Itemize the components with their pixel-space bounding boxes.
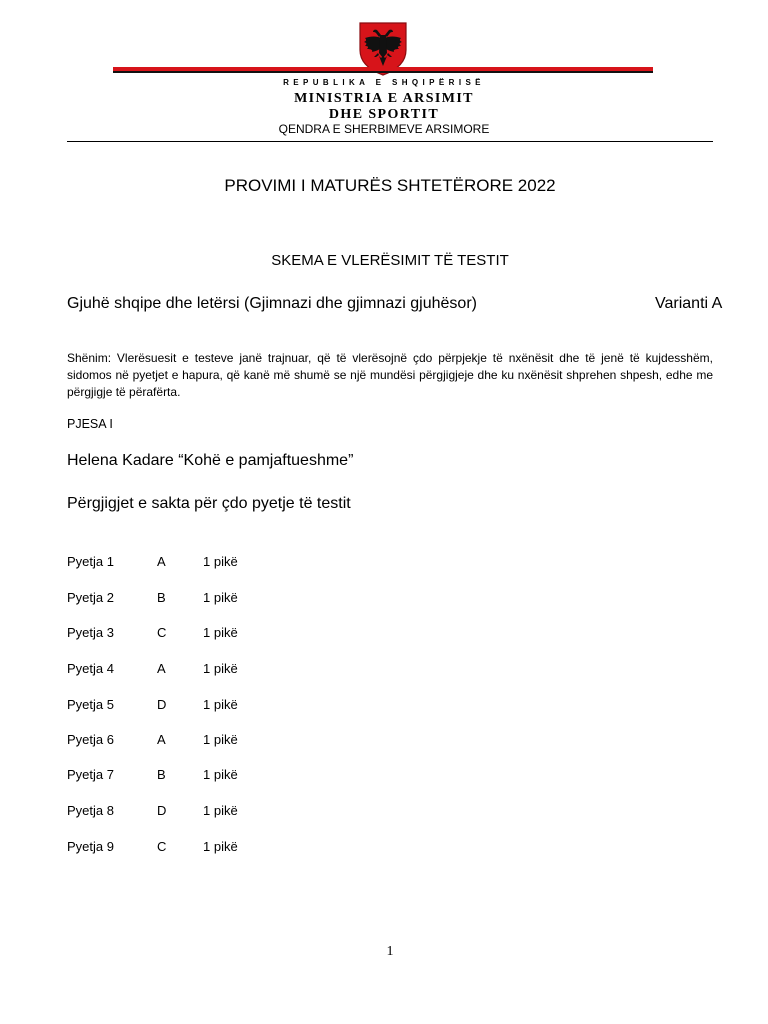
ministry-name-line1: MINISTRIA E ARSIMIT — [294, 91, 474, 106]
question-label: Pyetja 3 — [67, 625, 114, 640]
answer-letter: B — [157, 767, 166, 782]
points-value: 1 pikë — [203, 767, 238, 782]
points-value: 1 pikë — [203, 697, 238, 712]
evaluator-note: Shënim: Vlerësuesit e testeve janë trajnuar, që të vlerësojnë çdo përpjekje të nxënësit dhe të jenë të kujdesshëm, sidomos në pyetjet e hapura, që kanë më shumë se një mundësi përgjigjeje dhe ku nxënësit shprehen shpesh, edhe me përgjigje të përafërta. — [67, 351, 713, 399]
points-value: 1 pikë — [203, 839, 238, 854]
answer-letter: D — [157, 697, 167, 712]
republic-heading: REPUBLIKA E SHQIPËRISË — [283, 78, 485, 87]
header-black-band — [113, 71, 653, 73]
answer-letter: A — [157, 554, 166, 569]
answer-letter: B — [157, 590, 166, 605]
question-label: Pyetja 7 — [67, 767, 114, 782]
subject-label: Gjuhë shqipe dhe letërsi (Gjimnazi dhe gjimnazi gjuhësor) — [67, 295, 477, 312]
question-label: Pyetja 6 — [67, 732, 114, 747]
scheme-title: SKEMA E VLERËSIMIT TË TESTIT — [271, 252, 509, 269]
question-label: Pyetja 8 — [67, 803, 114, 818]
question-label: Pyetja 5 — [67, 697, 114, 712]
answer-letter: A — [157, 661, 166, 676]
points-value: 1 pikë — [203, 625, 238, 640]
literary-work-title: Helena Kadare “Kohë e pamjaftueshme” — [67, 452, 354, 469]
exam-title: PROVIMI I MATURËS SHTETËRORE 2022 — [224, 176, 556, 195]
points-value: 1 pikë — [203, 803, 238, 818]
points-value: 1 pikë — [203, 732, 238, 747]
points-value: 1 pikë — [203, 554, 238, 569]
agency-name: QENDRA E SHERBIMEVE ARSIMORE — [278, 122, 490, 136]
answer-letter: A — [157, 732, 166, 747]
points-value: 1 pikë — [203, 661, 238, 676]
answers-heading: Përgjigjet e sakta për çdo pyetje të testit — [67, 495, 351, 512]
question-label: Pyetja 9 — [67, 839, 114, 854]
question-label: Pyetja 2 — [67, 590, 114, 605]
points-value: 1 pikë — [203, 590, 238, 605]
ministry-name-line2: DHE SPORTIT — [328, 107, 440, 122]
question-label: Pyetja 4 — [67, 661, 114, 676]
part-heading: PJESA I — [67, 417, 113, 431]
answer-letter: C — [157, 625, 167, 640]
answer-letter: C — [157, 839, 167, 854]
variant-label: Varianti A — [655, 295, 723, 312]
question-label: Pyetja 1 — [67, 554, 114, 569]
page-number: 1 — [386, 944, 394, 959]
answer-letter: D — [157, 803, 167, 818]
header-divider — [67, 141, 713, 142]
